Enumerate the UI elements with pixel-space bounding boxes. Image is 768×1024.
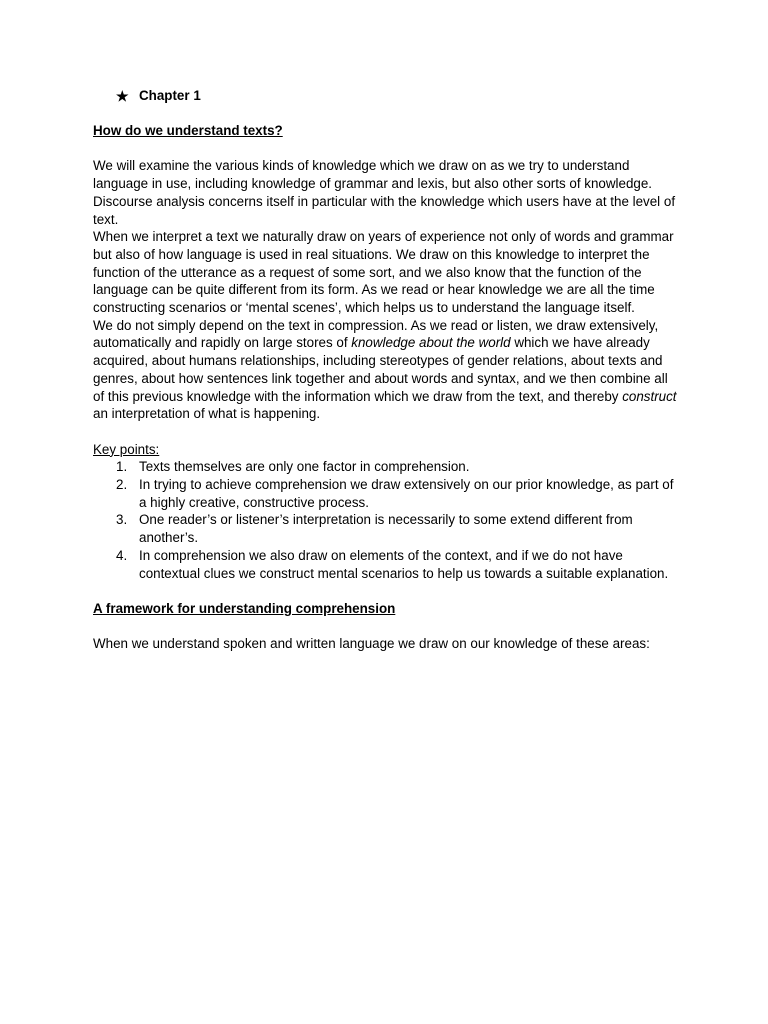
list-item bbox=[93, 458, 678, 476]
list-item-number: 4. bbox=[116, 547, 128, 563]
key-points-list bbox=[93, 458, 678, 582]
paragraph-framework: When we understand spoken and written language we draw on our knowledge of these areas: bbox=[93, 636, 650, 652]
key-points-label: Key points: bbox=[93, 441, 160, 457]
list-item bbox=[93, 476, 678, 511]
chapter-bullet bbox=[116, 87, 678, 105]
paragraph-1: We will examine the various kinds of knowledge which we draw on as we try to understand language in use, including knowledge of grammar and lexis, but also other sorts of knowledge. Discourse analysis concerns itself in particular with the knowledge which users have at the level of text. bbox=[93, 158, 676, 227]
list-item-text: In trying to achieve comprehension we draw extensively on our prior knowledge, as part of a highly creative, constructive process. bbox=[139, 477, 674, 510]
section-heading-understand-texts: How do we understand texts? bbox=[93, 123, 283, 138]
star-icon: ★ bbox=[116, 87, 129, 104]
list-item-text: One reader’s or listener’s interpretation is necessarily to some extend different from another’s. bbox=[139, 512, 633, 546]
list-item-text: In comprehension we also draw on elements of the context, and if we do not have contextual clues we construct mental scenarios to help us towards a suitable explanation. bbox=[139, 547, 669, 581]
spacer bbox=[93, 582, 678, 600]
section-heading-framework: A framework for understanding comprehension bbox=[93, 600, 396, 616]
spacer bbox=[93, 618, 678, 636]
list-item-number: 2. bbox=[116, 477, 128, 493]
spacer bbox=[93, 140, 678, 158]
paragraph-2: When we interpret a text we naturally draw on years of experience not only of words and grammar but also of how language is used in real situations. We draw on this knowledge to interpret the function of the utterance as a request of some sort, and we also know that the function of the language can be quite different from its form. As we read or hear knowledge we are all the time constructing scenarios or ‘mental scenes’, which helps us to understand the language itself. bbox=[93, 229, 674, 316]
chapter-label: Chapter 1 bbox=[139, 88, 201, 104]
paragraph-3 bbox=[93, 317, 678, 423]
paragraph-3-part-1: We do not simply depend on the text in compression. As we read or listen, we draw extensively, automatically and rapidly on large stores of bbox=[93, 317, 659, 351]
list-item bbox=[93, 511, 678, 546]
paragraph-3-italic-1: knowledge about the world bbox=[351, 335, 511, 351]
paragraph-3-italic-2: construct bbox=[622, 388, 677, 404]
paragraph-3-part-3: an interpretation of what is happening. bbox=[93, 406, 321, 422]
list-item-text: Texts themselves are only one factor in comprehension. bbox=[139, 459, 470, 475]
list-item-number: 3. bbox=[116, 512, 128, 528]
document-page bbox=[93, 87, 678, 653]
list-item-number: 1. bbox=[116, 459, 128, 475]
spacer bbox=[93, 423, 678, 441]
list-item bbox=[93, 547, 678, 582]
paragraph-3-part-2: which we have already acquired, about humans relationships, including stereotypes of gender relations, about texts and genres, about how sentences link together and about words and syntax, and we then combine all of this previous knowledge with the information which we draw from the text, and thereby bbox=[93, 335, 668, 404]
